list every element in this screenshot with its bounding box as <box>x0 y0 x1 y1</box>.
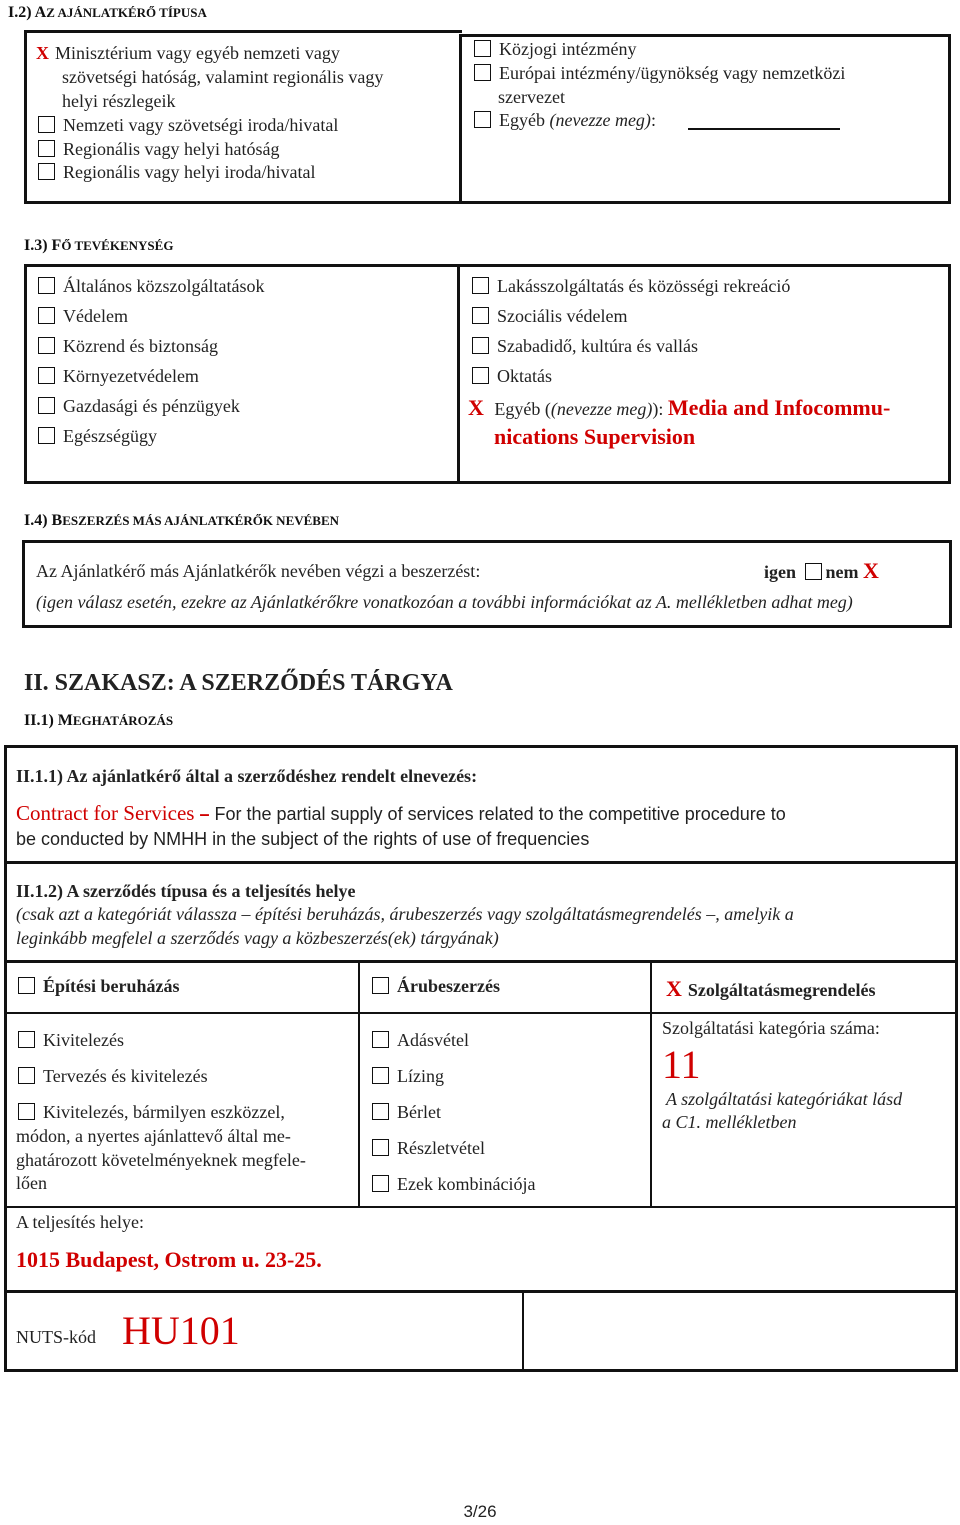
option-eu-institution[interactable]: Európai intézmény/ügynökség vagy nemzetközi <box>474 62 845 84</box>
service-category-label: Szolgáltatási kategória száma: <box>662 1018 880 1038</box>
works-any-means-line3: ghatározott követelményeknek megfele- <box>16 1150 306 1170</box>
no-mark[interactable]: X <box>863 558 879 583</box>
activity-defence[interactable]: Védelem <box>38 305 128 327</box>
checkbox[interactable] <box>372 1139 389 1156</box>
divider <box>4 1012 958 1014</box>
q-ii-1-2-note-line2: leginkább megfelel a szerződés vagy a közbeszerzés(ek) tárgyának) <box>16 928 499 948</box>
works-execution[interactable]: Kivitelezés <box>18 1029 124 1051</box>
place-label: A teljesítés helye: <box>16 1212 144 1232</box>
activity-social[interactable]: Szociális védelem <box>472 305 627 327</box>
divider <box>4 1206 958 1208</box>
checkbox[interactable] <box>474 64 491 81</box>
q-ii-1-1: II.1.1) Az ajánlatkérő által a szerződéshez rendelt elnevezés: <box>16 766 478 786</box>
checkbox[interactable] <box>18 1103 35 1120</box>
nuts-label: NUTS-kód <box>16 1327 96 1347</box>
checkbox[interactable] <box>38 307 55 324</box>
option-ministry-line3: helyi részlegeik <box>62 91 176 111</box>
type-works[interactable]: Építési beruházás <box>18 975 180 997</box>
section-heading-i4: I.4) BESZERZÉS MÁS AJÁNLATKÉRŐK NEVÉBEN <box>24 512 340 529</box>
checkbox[interactable] <box>38 140 55 157</box>
checkbox[interactable] <box>474 40 491 57</box>
works-any-means-line4: lően <box>16 1173 47 1193</box>
activity-education[interactable]: Oktatás <box>472 365 552 387</box>
checkbox[interactable] <box>472 307 489 324</box>
section-heading-i2: I.2) AZ AJÁNLATKÉRŐ TÍPUSA <box>8 4 207 21</box>
divider <box>4 1290 958 1293</box>
option-regional-authority[interactable]: Regionális vagy helyi hatóság <box>38 138 279 160</box>
other-type-blank-line <box>688 128 840 130</box>
checkbox[interactable] <box>38 116 55 133</box>
activity-health[interactable]: Egészségügy <box>38 425 157 447</box>
place-value[interactable]: 1015 Budapest, Ostrom u. 23-25. <box>16 1247 322 1272</box>
option-national-office[interactable]: Nemzeti vagy szövetségi iroda/hivatal <box>38 114 338 136</box>
supplies-lease[interactable]: Lízing <box>372 1065 444 1087</box>
on-behalf-box <box>22 540 952 628</box>
checkbox[interactable] <box>38 367 55 384</box>
option-public-law-body[interactable]: Közjogi intézmény <box>474 38 636 60</box>
section-heading-i3: I.3) FŐ TEVÉKENYSÉG <box>24 237 174 254</box>
works-design-execution[interactable]: Tervezés és kivitelezés <box>18 1065 208 1087</box>
nuts-value[interactable]: HU101 <box>122 1308 240 1353</box>
supplies-combination[interactable]: Ezek kombinációja <box>372 1173 535 1195</box>
column-divider <box>522 1292 524 1372</box>
column-divider <box>358 962 360 1208</box>
on-behalf-note: (igen válasz esetén, ezekre az Ajánlatkérőkre vonatkozóan a további információkat az A. mellékletben adhat meg) <box>36 592 853 612</box>
service-category-note-line2: a C1. mellékletben <box>662 1112 797 1132</box>
q-ii-1-2-note: (csak azt a kategóriát válassza – építési beruházás, árubeszerzés vagy szolgáltatásmegrendelés –, amelyik a <box>16 904 794 924</box>
checkbox[interactable] <box>372 1031 389 1048</box>
activity-housing[interactable]: Lakásszolgáltatás és közösségi rekreáció <box>472 275 790 297</box>
yes-checkbox[interactable] <box>805 563 822 580</box>
column-divider <box>650 962 652 1208</box>
activity-other[interactable]: X Egyéb ((nevezze meg)): Media and Infocommu- <box>468 395 891 420</box>
checkbox[interactable] <box>372 977 389 994</box>
q-ii-1-2: II.1.2) A szerződés típusa és a teljesítés helye <box>16 881 356 901</box>
service-category-number[interactable]: 11 <box>662 1042 701 1087</box>
checkbox[interactable] <box>474 111 491 128</box>
divider <box>4 960 958 963</box>
activity-environment[interactable]: Környezetvédelem <box>38 365 199 387</box>
option-ministry-line2: szövetségi hatóság, valamint regionális vagy <box>62 67 384 87</box>
on-behalf-answer[interactable]: igen nem X <box>764 558 879 583</box>
checkbox[interactable] <box>372 1103 389 1120</box>
checkbox[interactable] <box>18 1031 35 1048</box>
option-ministry[interactable]: X Minisztérium vagy egyéb nemzeti vagy <box>36 43 340 63</box>
contract-title: Contract for Services – For the partial supply of services related to the competitive procedure to <box>16 801 786 825</box>
supplies-purchase[interactable]: Adásvétel <box>372 1029 469 1051</box>
checkbox[interactable] <box>18 977 35 994</box>
activity-public-order[interactable]: Közrend és biztonság <box>38 335 218 357</box>
checkbox[interactable] <box>38 337 55 354</box>
option-regional-office[interactable]: Regionális vagy helyi iroda/hivatal <box>38 161 315 183</box>
type-supplies[interactable]: Árubeszerzés <box>372 975 500 997</box>
supplies-rental[interactable]: Bérlet <box>372 1101 441 1123</box>
checkbox[interactable] <box>18 1067 35 1084</box>
checkbox[interactable] <box>38 277 55 294</box>
checkbox[interactable] <box>472 277 489 294</box>
activity-general[interactable]: Általános közszolgáltatások <box>38 275 264 297</box>
section-ii-title: II. SZAKASZ: A SZERZŐDÉS TÁRGYA <box>24 670 453 696</box>
checkbox[interactable] <box>372 1067 389 1084</box>
activity-other-value-line2: nications Supervision <box>494 424 696 449</box>
checkbox[interactable] <box>372 1175 389 1192</box>
checkbox[interactable] <box>472 367 489 384</box>
checkbox[interactable] <box>38 427 55 444</box>
works-any-means-line2: módon, a nyertes ajánlattevő által me- <box>16 1126 291 1146</box>
activity-economic[interactable]: Gazdasági és pénzügyek <box>38 395 240 417</box>
activity-culture[interactable]: Szabadidő, kultúra és vallás <box>472 335 698 357</box>
service-category-note: A szolgáltatási kategóriákat lásd <box>666 1089 903 1109</box>
type-services[interactable]: X Szolgáltatásmegrendelés <box>666 976 876 1001</box>
supplies-hire-purchase[interactable]: Részletvétel <box>372 1137 485 1159</box>
works-any-means[interactable]: Kivitelezés, bármilyen eszközzel, <box>18 1101 285 1123</box>
option-eu-institution-line2: szervezet <box>498 87 565 107</box>
option-other-type[interactable]: Egyéb (nevezze meg): <box>474 109 656 131</box>
checkbox[interactable] <box>38 163 55 180</box>
checkbox[interactable] <box>38 397 55 414</box>
page-number: 3/26 <box>463 1502 497 1521</box>
section-heading-ii1: II.1) MEGHATÁROZÁS <box>24 712 174 729</box>
checkbox[interactable] <box>472 337 489 354</box>
contract-title-line2: be conducted by NMHH in the subject of the rights of use of frequencies <box>16 829 590 849</box>
divider <box>4 861 958 864</box>
on-behalf-question: Az Ajánlatkérő más Ajánlatkérők nevében végzi a beszerzést: <box>36 561 481 581</box>
